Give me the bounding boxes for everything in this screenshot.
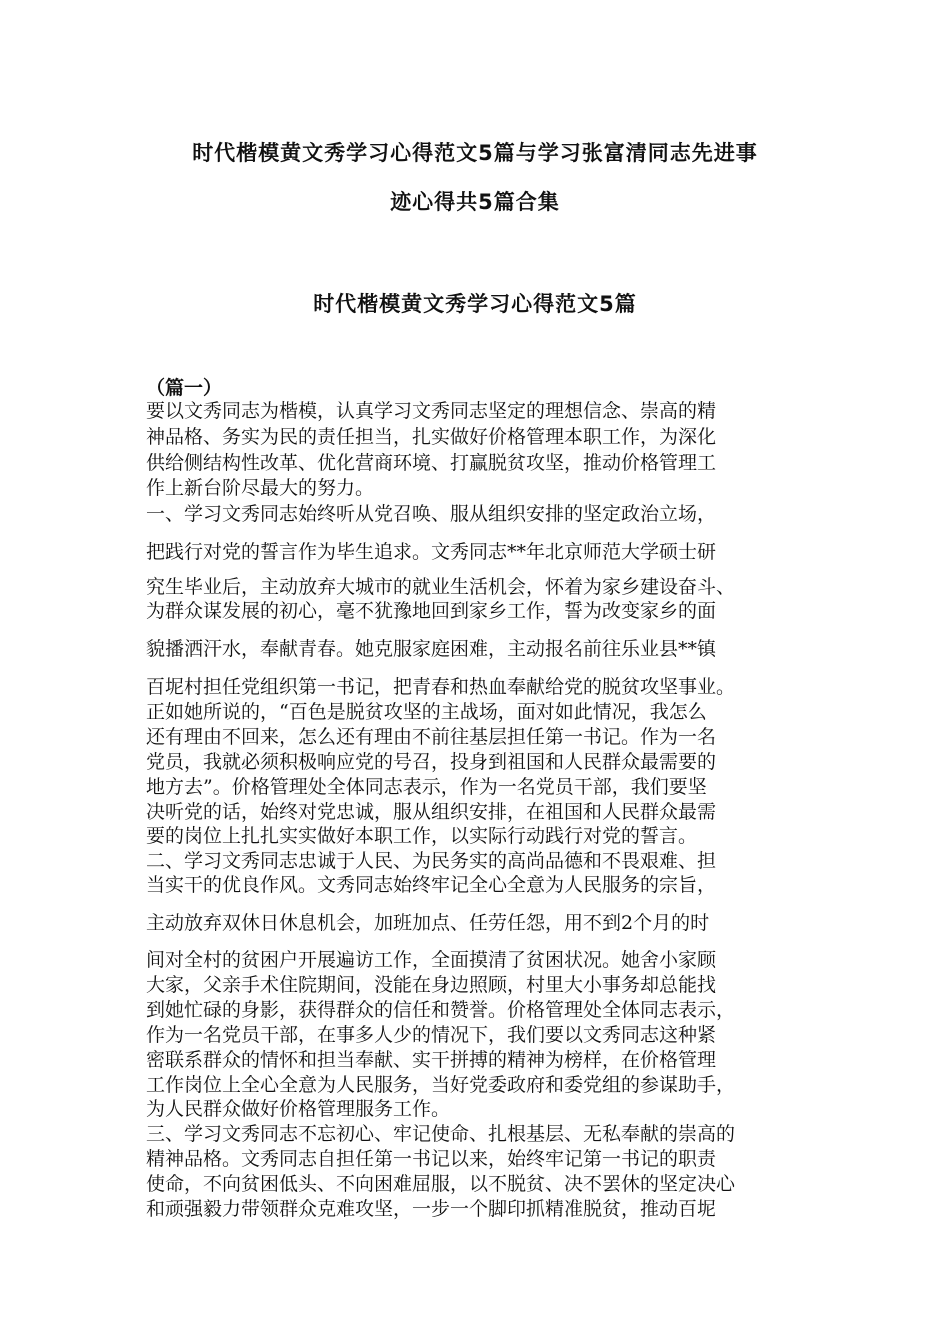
body-line: 使命，不向贫困低头、不向困难屈服，以不脱贫、决不罢休的坚定决心 xyxy=(146,1173,736,1195)
document-title-line-2: 迹心得共5篇合集 xyxy=(390,190,560,214)
body-line: 三、学习文秀同志不忘初心、牢记使命、扎根基层、无私奉献的崇高的 xyxy=(146,1123,736,1145)
body-line: 当实干的优良作风。文秀同志始终牢记全心全意为人民服务的宗旨， xyxy=(146,874,717,896)
section-subtitle: 时代楷模黄文秀学习心得范文5篇 xyxy=(313,292,637,316)
body-line: 为群众谋发展的初心，毫不犹豫地回到家乡工作，誓为改变家乡的面 xyxy=(146,600,717,622)
body-line: 主动放弃双休日休息机会，加班加点、任劳任怨，用不到2个月的时 xyxy=(146,912,710,934)
body-line: 百坭村担任党组织第一书记，把青春和热血奉献给党的脱贫攻坚事业。 xyxy=(146,676,736,698)
body-line: 要的岗位上扎扎实实做好本职工作，以实际行动践行对党的誓言。 xyxy=(146,825,698,847)
body-line: 密联系群众的情怀和担当奉献、实干拼搏的精神为榜样，在价格管理 xyxy=(146,1049,717,1071)
body-line: 正如她所说的，“百色是脱贫攻坚的主战场，面对如此情况，我怎么 xyxy=(146,701,707,723)
body-line: 二、学习文秀同志忠诚于人民、为民务实的高尚品德和不畏艰难、担 xyxy=(146,850,717,872)
body-line: 把践行对党的誓言作为毕生追求。文秀同志**年北京师范大学硕士研 xyxy=(146,541,717,563)
body-line: 神品格、务实为民的责任担当，扎实做好价格管理本职工作，为深化 xyxy=(146,426,717,448)
body-line: 一、学习文秀同志始终听从党召唤、服从组织安排的坚定政治立场， xyxy=(146,503,717,525)
body-line: 作上新台阶尽最大的努力。 xyxy=(146,477,375,499)
body-line: 到她忙碌的身影，获得群众的信任和赞誉。价格管理处全体同志表示， xyxy=(146,999,736,1021)
body-line: 地方去”。价格管理处全体同志表示，作为一名党员干部，我们要坚 xyxy=(146,776,707,798)
body-line: 作为一名党员干部，在事多人少的情况下，我们要以文秀同志这种紧 xyxy=(146,1024,717,1046)
body-line: 党员，我就必须积极响应党的号召，投身到祖国和人民群众最需要的 xyxy=(146,751,717,773)
body-line: 和顽强毅力带领群众克难攻坚，一步一个脚印抓精准脱贫，推动百坭 xyxy=(146,1198,717,1220)
body-line: 貌播洒汗水，奉献青春。她克服家庭困难，主动报名前往乐业县**镇 xyxy=(146,638,717,660)
body-line: 还有理由不回来，怎么还有理由不前往基层担任第一书记。作为一名 xyxy=(146,726,717,748)
body-line: 工作岗位上全心全意为人民服务，当好党委政府和委党组的参谋助手， xyxy=(146,1074,736,1096)
document-title-line-1: 时代楷模黄文秀学习心得范文5篇与学习张富清同志先进事 xyxy=(192,141,758,165)
body-line: 为人民群众做好价格管理服务工作。 xyxy=(146,1098,451,1120)
body-line: 精神品格。文秀同志自担任第一书记以来，始终牢记第一书记的职责 xyxy=(146,1148,717,1170)
body-line: 间对全村的贫困户开展遍访工作，全面摸清了贫困状况。她舍小家顾 xyxy=(146,949,717,971)
body-line: 决听党的话，始终对党忠诚，服从组织安排，在祖国和人民群众最需 xyxy=(146,801,717,823)
section-label: （篇一） xyxy=(146,377,223,399)
body-line: 要以文秀同志为楷模，认真学习文秀同志坚定的理想信念、崇高的精 xyxy=(146,400,717,422)
body-line: 究生毕业后，主动放弃大城市的就业生活机会，怀着为家乡建设奋斗、 xyxy=(146,576,736,598)
body-line: 大家，父亲手术住院期间，没能在身边照顾，村里大小事务却总能找 xyxy=(146,974,717,996)
body-line: 供给侧结构性改革、优化营商环境、打赢脱贫攻坚，推动价格管理工 xyxy=(146,452,717,474)
